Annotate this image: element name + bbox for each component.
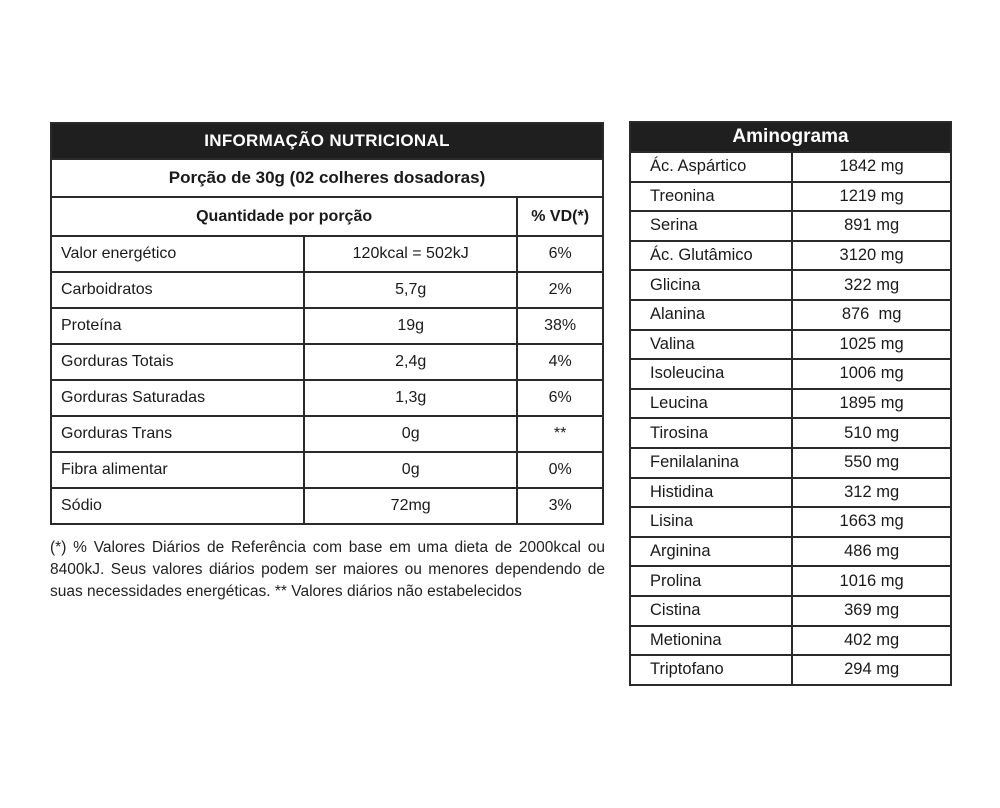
amino-acid-value: 1842 mg	[792, 152, 951, 182]
nutrient-quantity: 0g	[304, 416, 517, 452]
amino-acid-value: 550 mg	[792, 448, 951, 478]
amino-acid-name: Cistina	[630, 596, 792, 626]
nutrient-name: Proteína	[51, 308, 304, 344]
amino-acid-value: 312 mg	[792, 478, 951, 508]
nutrient-vd: **	[517, 416, 603, 452]
amino-acid-name: Metionina	[630, 626, 792, 656]
footnote: (*) % Valores Diários de Referência com base em uma dieta de 2000kcal ou 8400kJ. Seus valores diários podem ser maiores ou menores dependendo de suas necessidades energéticas. ** Valores diários não estabelecidos	[50, 539, 605, 600]
nutrition-row	[51, 380, 603, 416]
nutrition-row	[51, 236, 603, 272]
aminogram-row	[630, 300, 951, 330]
amino-acid-value: 1016 mg	[792, 566, 951, 596]
nutrient-quantity: 72mg	[304, 488, 517, 524]
nutrition-facts-table	[50, 122, 604, 525]
nutrient-quantity: 19g	[304, 308, 517, 344]
nutrition-title: INFORMAÇÃO NUTRICIONAL	[51, 123, 603, 159]
nutrient-name: Valor energético	[51, 236, 304, 272]
aminogram-row	[630, 655, 951, 685]
portion-size: Porção de 30g (02 colheres dosadoras)	[51, 159, 603, 197]
amino-acid-name: Valina	[630, 330, 792, 360]
amino-acid-value: 402 mg	[792, 626, 951, 656]
nutrition-row	[51, 416, 603, 452]
amino-acid-name: Lisina	[630, 507, 792, 537]
nutrient-name: Sódio	[51, 488, 304, 524]
aminogram-row	[630, 448, 951, 478]
amino-acid-value: 891 mg	[792, 211, 951, 241]
amino-acid-value: 1006 mg	[792, 359, 951, 389]
amino-acid-name: Ác. Glutâmico	[630, 241, 792, 271]
amino-acid-name: Treonina	[630, 182, 792, 212]
aminogram-row	[630, 211, 951, 241]
nutrition-row	[51, 488, 603, 524]
amino-acid-value: 1025 mg	[792, 330, 951, 360]
vd-column-header: % VD(*)	[517, 197, 603, 236]
amino-acid-value: 1663 mg	[792, 507, 951, 537]
amino-acid-name: Glicina	[630, 270, 792, 300]
amino-acid-value: 1895 mg	[792, 389, 951, 419]
nutrient-vd: 4%	[517, 344, 603, 380]
amino-acid-name: Serina	[630, 211, 792, 241]
nutrient-vd: 6%	[517, 236, 603, 272]
aminogram-row	[630, 626, 951, 656]
amino-acid-name: Alanina	[630, 300, 792, 330]
nutrient-name: Carboidratos	[51, 272, 304, 308]
nutrition-row	[51, 452, 603, 488]
amino-acid-name: Leucina	[630, 389, 792, 419]
aminogram-row	[630, 241, 951, 271]
aminogram-row	[630, 389, 951, 419]
nutrient-quantity: 1,3g	[304, 380, 517, 416]
aminogram-title: Aminograma	[630, 122, 951, 152]
amino-acid-value: 322 mg	[792, 270, 951, 300]
aminogram-row	[630, 418, 951, 448]
nutrient-name: Fibra alimentar	[51, 452, 304, 488]
aminogram-table	[629, 121, 952, 686]
amino-acid-value: 1219 mg	[792, 182, 951, 212]
amino-acid-value: 3120 mg	[792, 241, 951, 271]
aminogram-row	[630, 182, 951, 212]
aminogram-row	[630, 270, 951, 300]
nutrient-vd: 2%	[517, 272, 603, 308]
nutrient-name: Gorduras Saturadas	[51, 380, 304, 416]
aminogram-row	[630, 596, 951, 626]
aminogram-row	[630, 330, 951, 360]
nutrient-quantity: 120kcal = 502kJ	[304, 236, 517, 272]
nutrient-quantity: 0g	[304, 452, 517, 488]
nutrient-quantity: 5,7g	[304, 272, 517, 308]
nutrient-name: Gorduras Trans	[51, 416, 304, 452]
amino-acid-name: Arginina	[630, 537, 792, 567]
amino-acid-value: 510 mg	[792, 418, 951, 448]
amino-acid-name: Triptofano	[630, 655, 792, 685]
aminogram-row	[630, 478, 951, 508]
amino-acid-name: Tirosina	[630, 418, 792, 448]
amino-acid-name: Histidina	[630, 478, 792, 508]
aminogram-row	[630, 152, 951, 182]
nutrient-quantity: 2,4g	[304, 344, 517, 380]
nutrition-row	[51, 272, 603, 308]
aminogram-row	[630, 359, 951, 389]
nutrient-vd: 6%	[517, 380, 603, 416]
amino-acid-name: Fenilalanina	[630, 448, 792, 478]
amino-acid-value: 294 mg	[792, 655, 951, 685]
amino-acid-name: Isoleucina	[630, 359, 792, 389]
nutrition-row	[51, 308, 603, 344]
aminogram-row	[630, 507, 951, 537]
aminogram-row	[630, 537, 951, 567]
amino-acid-value: 369 mg	[792, 596, 951, 626]
amino-acid-value: 486 mg	[792, 537, 951, 567]
nutrient-vd: 38%	[517, 308, 603, 344]
aminogram-row	[630, 566, 951, 596]
nutrition-row	[51, 344, 603, 380]
nutrient-vd: 3%	[517, 488, 603, 524]
amino-acid-name: Ác. Aspártico	[630, 152, 792, 182]
amino-acid-value: 876 mg	[792, 300, 951, 330]
nutrient-vd: 0%	[517, 452, 603, 488]
amino-acid-name: Prolina	[630, 566, 792, 596]
nutrient-name: Gorduras Totais	[51, 344, 304, 380]
quantity-column-header: Quantidade por porção	[51, 197, 517, 236]
